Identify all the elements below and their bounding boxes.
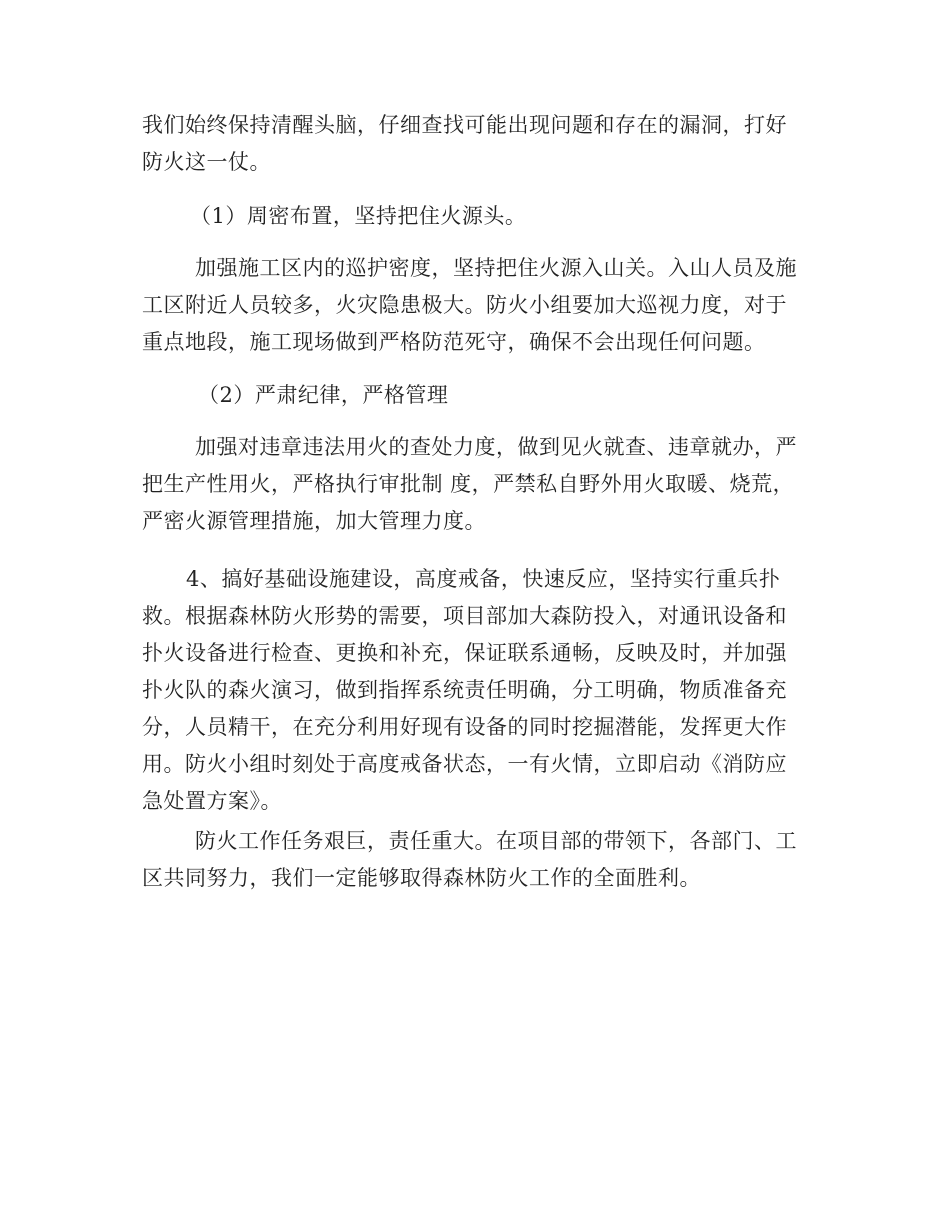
text-line: 加强施工区内的巡护密度，坚持把住火源入山关。入山人员及施 [195,256,797,280]
paragraph-infrastructure [142,561,812,820]
text-line: 用。防火小组时刻处于高度戒备状态，一有火情，立即启动《消防应 [142,752,787,776]
subheading-text: （1）周密布置，坚持把住火源头。 [190,204,527,228]
text-line: 扑火队的森火演习，做到指挥系统责任明确，分工明确，物质准备充 [142,678,787,702]
text-line: 救。根据森林防火形势的需要，项目部加大森防投入，对通讯设备和 [142,604,787,628]
text-line: 防火这一仗。 [142,150,271,174]
subheading-text: （2）严肃纪律，严格管理 [198,383,449,407]
text-line: 区共同努力，我们一定能够取得森林防火工作的全面胜利。 [142,866,701,890]
subheading-2 [198,377,868,414]
paragraph-discipline [142,429,812,540]
text-line: 扑火设备进行检查、更换和补充，保证联系通畅，反映及时，并加强 [142,641,787,665]
text-line: 工区附近人员较多，火灾隐患极大。防火小组要加大巡视力度，对于 [142,293,787,317]
text-line: 防火工作任务艰巨，责任重大。在项目部的带领下，各部门、工 [195,829,797,853]
text-line: 严密火源管理措施，加大管理力度。 [142,509,486,533]
subheading-1 [190,198,860,235]
text-line: 4、搞好基础设施建设，高度戒备，快速反应，坚持实行重兵扑 [186,567,781,591]
paragraph-patrol [142,250,812,361]
paragraph-intro [142,107,812,181]
text-line: 重点地段，施工现场做到严格防范死守，确保不会出现任何问题。 [142,330,766,354]
text-line: 加强对违章违法用火的查处力度，做到见火就查、违章就办，严 [195,435,797,459]
text-line: 把生产性用火，严格执行审批制 度，严禁私自野外用火取暖、烧荒， [142,472,795,496]
text-line: 分，人员精干，在充分利用好现有设备的同时挖掘潜能，发挥更大作 [142,715,787,739]
paragraph-conclusion [142,823,812,897]
text-line: 我们始终保持清醒头脑，仔细查找可能出现问题和存在的漏洞，打好 [142,113,787,137]
text-line: 急处置方案》。 [142,789,282,813]
